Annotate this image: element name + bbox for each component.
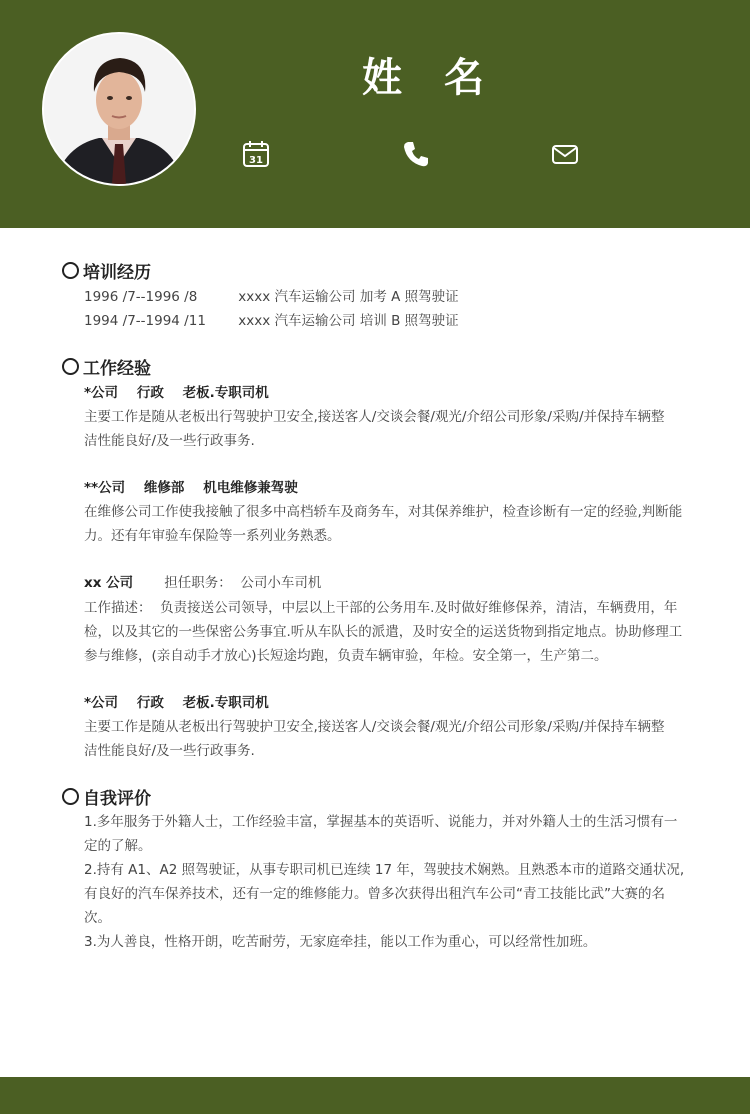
self-eval-line: 1.多年服务于外籍人士，工作经验丰富，掌握基本的英语听、说能力，并对外籍人士的生活习惯有一 — [84, 814, 678, 830]
training-row: 1996 /7--1996 /8 xxxx 汽车运输公司 加考 A 照驾驶证 — [84, 289, 459, 305]
job-heading: *公司 行政 老板.专职司机 — [84, 695, 269, 711]
training-section-title: 培训经历 — [62, 258, 151, 283]
calendar-icon — [240, 138, 272, 170]
self-eval-line: 定的了解。 — [84, 838, 152, 854]
job-desc-line: 主要工作是随从老板出行驾驶护卫安全,接送客人/交谈会餐/观光/介绍公司形象/采购/并保持车辆整 — [84, 409, 665, 425]
training-row: 1994 /7--1994 /11 xxxx 汽车运输公司 培训 B 照驾驶证 — [84, 313, 459, 329]
self-eval-line: 次。 — [84, 910, 111, 926]
job-desc-line: 洁性能良好/及一些行政事务. — [84, 433, 255, 449]
job-heading: **公司 维修部 机电维修兼驾驶 — [84, 480, 298, 496]
footer-band — [0, 1077, 750, 1114]
job-desc-line: 在维修公司工作使我接触了很多中高档轿车及商务车，对其保养维护，检查诊断有一定的经验,判断能 — [84, 504, 683, 520]
job-heading: xx 公司 担任职务： 公司小车司机 — [84, 575, 322, 591]
calendar-day: 31 — [249, 155, 263, 166]
person-name: 姓 名 — [362, 55, 498, 101]
circle-bullet-icon — [62, 358, 79, 375]
self-eval-line: 2.持有 A1、A2 照驾驶证，从事专职司机已连续 17 年，驾驶技术娴熟。且熟悉本市的道路交通状况, — [84, 862, 685, 878]
job-desc-line: 力。还有年审验车保险等一系列业务熟悉。 — [84, 528, 341, 544]
self-eval-line: 3.为人善良，性格开朗，吃苦耐劳，无家庭牵挂，能以工作为重心，可以经常性加班。 — [84, 934, 597, 950]
mail-icon — [549, 138, 581, 170]
job-desc-line: 工作描述： 负责接送公司领导，中层以上干部的公务用车.及时做好维修保养，清洁，车辆费用，年 — [84, 600, 678, 616]
job-desc-line: 洁性能良好/及一些行政事务. — [84, 743, 255, 759]
header-banner — [0, 0, 750, 228]
job-desc-line: 检，以及其它的一些保密公务事宜.听从车队长的派遣，及时安全的运送货物到指定地点。协助修理工 — [84, 624, 683, 640]
work-section-title: 工作经验 — [62, 354, 151, 379]
job-desc-line: 主要工作是随从老板出行驾驶护卫安全,接送客人/交谈会餐/观光/介绍公司形象/采购/并保持车辆整 — [84, 719, 665, 735]
circle-bullet-icon — [62, 788, 79, 805]
self-eval-section-title: 自我评价 — [62, 784, 151, 809]
job-desc-line: 参与维修，(亲自动手才放心)长短途均跑，负责车辆审验，年检。安全第一，生产第二。 — [84, 648, 608, 664]
avatar — [42, 32, 196, 186]
job-heading: *公司 行政 老板.专职司机 — [84, 385, 269, 401]
self-eval-line: 有良好的汽车保养技术，还有一定的维修能力。曾多次获得出租汽车公司“青工技能比武”大赛的名 — [84, 886, 665, 902]
phone-icon — [400, 138, 432, 170]
circle-bullet-icon — [62, 262, 79, 279]
